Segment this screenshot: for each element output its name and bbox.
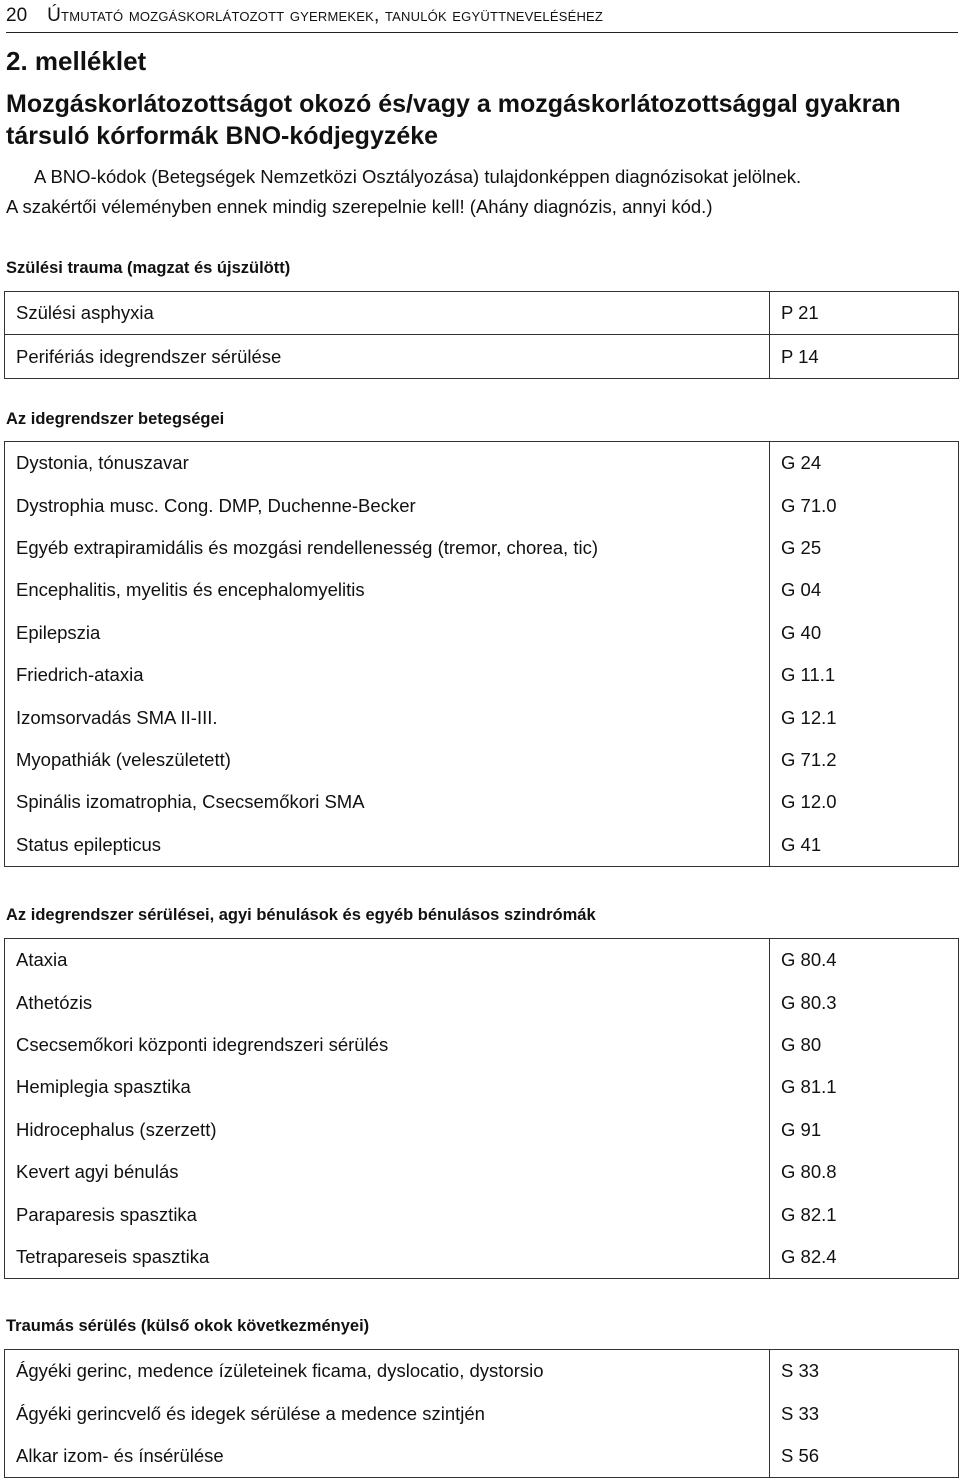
bno-code: S 33 [770,1350,959,1393]
bno-code: G 71.2 [770,739,959,781]
table-row [5,335,959,378]
bno-code: G 24 [770,442,959,485]
diagnosis-name: Dystonia, tónuszavar [5,442,770,485]
table-row [5,292,959,335]
bno-code: G 41 [770,824,959,867]
diagnosis-name: Izomsorvadás SMA II-III. [5,696,770,738]
bno-code: G 40 [770,612,959,654]
page-title: Mozgáskorlátozottságot okozó és/vagy a mozgáskorlátozottsággal gyakran társuló kórformák BNO-kódjegyzéke [6,90,901,150]
bno-code: P 14 [770,335,959,378]
bno-code: G 12.1 [770,696,959,738]
diagnosis-name: Spinális izomatrophia, Csecsemőkori SMA [5,781,770,823]
running-title: Útmutató mozgáskorlátozott gyermekek, tanulók együttneveléséhez [47,5,604,26]
diagnosis-name: Paraparesis spasztika [5,1193,770,1235]
diagnosis-name: Myopathiák (veleszületett) [5,739,770,781]
table-row [5,1109,959,1151]
table-row [5,1066,959,1108]
table-row [5,939,959,982]
diagnosis-name: Hidrocephalus (szerzett) [5,1109,770,1151]
table-row [5,824,959,867]
diagnosis-name: Egyéb extrapiramidális és mozgási rendellenesség (tremor, chorea, tic) [5,527,770,569]
intro-line-1: A BNO-kódok (Betegségek Nemzetközi Osztályozása) tulajdonképpen diagnózisokat jelölnek. [34,166,802,187]
diagnosis-name: Perifériás idegrendszer sérülése [5,335,770,378]
diagnosis-name: Hemiplegia spasztika [5,1066,770,1108]
bno-code: G 80.3 [770,981,959,1023]
bno-code: G 80.4 [770,939,959,982]
section-title: Traumás sérülés (külső okok következményei) [6,1317,370,1335]
diagnosis-name: Tetrapareseis spasztika [5,1236,770,1279]
bno-code: G 12.0 [770,781,959,823]
bno-code: G 11.1 [770,654,959,696]
section-title: Szülési trauma (magzat és újszülött) [6,259,291,277]
table-row [5,739,959,781]
table-row [5,1193,959,1235]
section-title: Az idegrendszer sérülései, agyi bénulások és egyéb bénulásos szindrómák [6,906,596,924]
diagnosis-name: Ágyéki gerincvelő és idegek sérülése a medence szintjén [5,1392,770,1434]
table-row [5,1392,959,1434]
diagnosis-name: Szülési asphyxia [5,292,770,335]
table-row [5,781,959,823]
diagnosis-name: Ágyéki gerinc, medence ízületeinek ficama, dyslocatio, dystorsio [5,1350,770,1393]
bno-code: G 71.0 [770,484,959,526]
diagnosis-name: Alkar izom- és ínsérülése [5,1435,770,1478]
table-row [5,569,959,611]
table-row [5,1435,959,1478]
diagnosis-name: Kevert agyi bénulás [5,1151,770,1193]
bno-code: G 82.4 [770,1236,959,1279]
table-row [5,654,959,696]
code-table [4,441,959,867]
diagnosis-name: Status epilepticus [5,824,770,867]
diagnosis-name: Csecsemőkori központi idegrendszeri sérülés [5,1024,770,1066]
diagnosis-name: Friedrich-ataxia [5,654,770,696]
intro-paragraph [6,162,958,222]
bno-code: G 81.1 [770,1066,959,1108]
bno-code: G 80 [770,1024,959,1066]
bno-code: G 91 [770,1109,959,1151]
bno-code: G 80.8 [770,1151,959,1193]
code-table [4,291,959,379]
diagnosis-name: Epilepszia [5,612,770,654]
table-row [5,1236,959,1279]
diagnosis-name: Ataxia [5,939,770,982]
bno-code: G 04 [770,569,959,611]
table-row [5,442,959,485]
bno-code: S 33 [770,1392,959,1434]
table-row [5,696,959,738]
bno-code: G 25 [770,527,959,569]
code-table [4,1349,959,1478]
running-head [6,2,958,33]
table-row [5,612,959,654]
intro-line-2: A szakértői véleményben ennek mindig szerepelnie kell! (Ahány diagnózis, annyi kód.) [6,196,713,217]
annex-label: 2. melléklet [6,46,147,76]
table-row [5,1350,959,1393]
table-row [5,484,959,526]
bno-code: G 82.1 [770,1193,959,1235]
diagnosis-name: Athetózis [5,981,770,1023]
bno-code: S 56 [770,1435,959,1478]
section-title: Az idegrendszer betegségei [6,410,225,428]
page-number: 20 [6,5,28,26]
diagnosis-name: Dystrophia musc. Cong. DMP, Duchenne-Becker [5,484,770,526]
table-row [5,1151,959,1193]
diagnosis-name: Encephalitis, myelitis és encephalomyelitis [5,569,770,611]
table-row [5,527,959,569]
table-row [5,981,959,1023]
table-row [5,1024,959,1066]
bno-code: P 21 [770,292,959,335]
code-table [4,938,959,1279]
